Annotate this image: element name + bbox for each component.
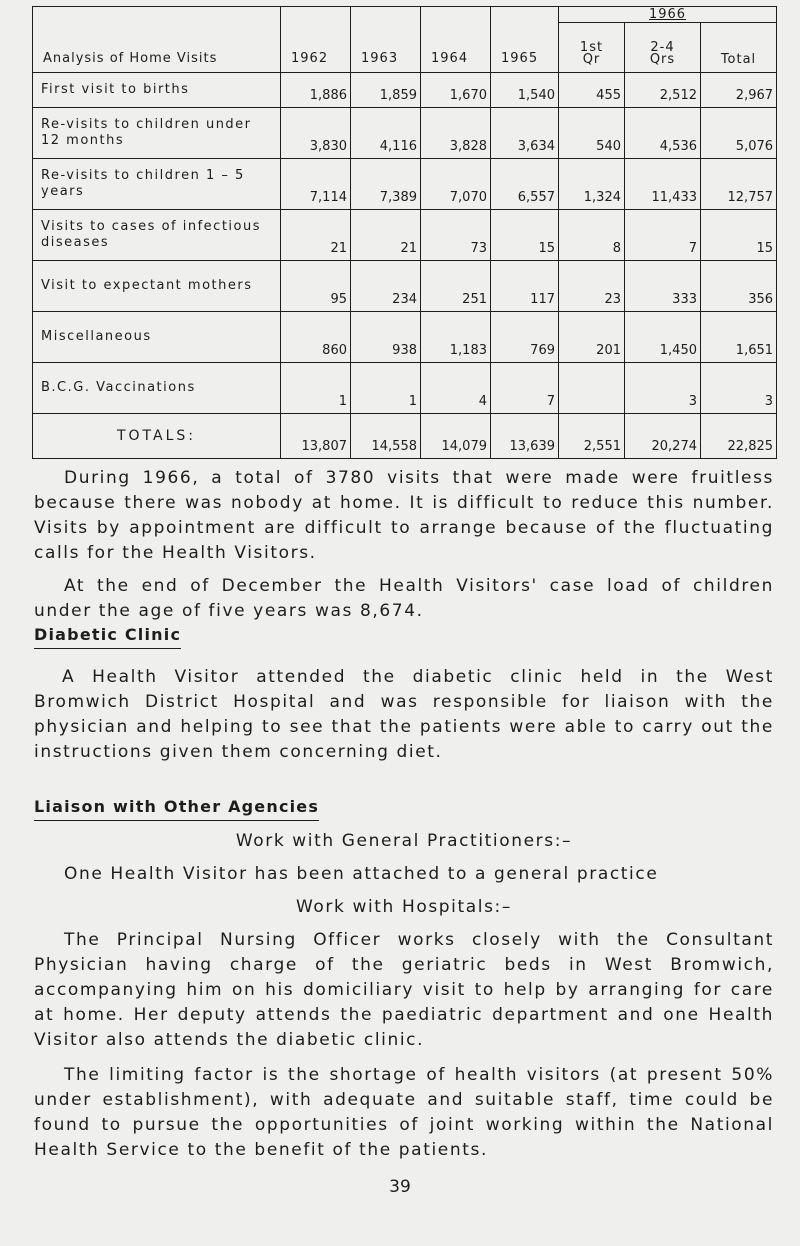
home-visits-table: [32, 6, 777, 459]
row-label: Visit to expectant mothers: [33, 261, 281, 312]
table-cell: 8: [559, 210, 625, 261]
table-cell: 3,634: [491, 108, 559, 159]
table-cell: 2,967: [701, 73, 777, 108]
table-cell: 5,076: [701, 108, 777, 159]
table-cell: 3,830: [281, 108, 351, 159]
paragraph-hospitals: The Principal Nursing Officer works closely with the Consultant Physician having charge of the geriatric beds in West Bromwich, accompanying him on his domiciliary visit to help by arranging for care at home. Her deputy attends the paediatric department and one Health Visitor also attends the diabetic clinic.: [34, 930, 774, 1050]
total-cell: 13,639: [491, 414, 559, 459]
total-cell: 13,807: [281, 414, 351, 459]
liaison-section: [34, 794, 774, 1163]
table-cell: 7: [491, 363, 559, 414]
table-label-header: Analysis of Home Visits: [33, 7, 281, 73]
total-cell: 22,825: [701, 414, 777, 459]
diabetic-section: [34, 622, 774, 765]
table-cell: 938: [351, 312, 421, 363]
paragraph-limiting-factor: The limiting factor is the shortage of health visitors (at present 50% under establishment), with adequate and suitable staff, time could be found to pursue the opportunities of joint working within the National Health Service to the benefit of the patients.: [34, 1065, 774, 1160]
year-header-1963: 1963: [351, 7, 421, 73]
subheader-1st-qr: [559, 23, 625, 73]
table-cell: 12,757: [701, 159, 777, 210]
paragraph-case-load: At the end of December the Health Visitors' case load of children under the age of five years was 8,674.: [34, 576, 774, 621]
table-cell: [559, 363, 625, 414]
subheader-text: 1st Qr: [579, 40, 604, 67]
table-cell: 3: [701, 363, 777, 414]
subheader-text: Total: [720, 52, 757, 67]
year-header-1962: 1962: [281, 7, 351, 73]
table-cell: 4,536: [625, 108, 701, 159]
row-label: Re-visits to children under 12 months: [33, 108, 281, 159]
year-header-1964: 1964: [421, 7, 491, 73]
table-cell: 333: [625, 261, 701, 312]
table-cell: 1,670: [421, 73, 491, 108]
table-row: [33, 261, 777, 312]
table-cell: 540: [559, 108, 625, 159]
table-cell: 455: [559, 73, 625, 108]
table-cell: 1,183: [421, 312, 491, 363]
table-cell: 21: [351, 210, 421, 261]
table-row: [33, 159, 777, 210]
table-cell: 1,324: [559, 159, 625, 210]
gp-subheading: Work with General Practitioners:–: [235, 831, 573, 851]
table-cell: 4,116: [351, 108, 421, 159]
paragraph-diabetic-clinic: A Health Visitor attended the diabetic clinic held in the West Bromwich District Hospital and was responsible for liaison with the physician and helping to see that the patients were able to carry out the instructions given them concerning diet.: [34, 667, 774, 762]
table-cell: 769: [491, 312, 559, 363]
table-cell: 11,433: [625, 159, 701, 210]
liaison-heading: Liaison with Other Agencies: [34, 794, 319, 821]
paragraph-fruitless-visits: During 1966, a total of 3780 visits that were made were fruitless because there was nobody at home. It is difficult to reduce this number. Visits by appointment are difficult to arrange because of the fluctuating calls for the Health Visitors.: [34, 468, 774, 563]
year-header-1966: 1966: [559, 7, 777, 23]
subheader-2-4-qrs: [625, 23, 701, 73]
total-cell: 20,274: [625, 414, 701, 459]
row-label: Miscellaneous: [33, 312, 281, 363]
table-cell: 3: [625, 363, 701, 414]
table-cell: 3,828: [421, 108, 491, 159]
table-cell: 1,651: [701, 312, 777, 363]
table-row: [33, 312, 777, 363]
table-cell: 15: [491, 210, 559, 261]
total-cell: 14,558: [351, 414, 421, 459]
table-cell: 95: [281, 261, 351, 312]
page-number: 39: [389, 1177, 411, 1197]
subheader-text: 2-4 Qrs: [649, 40, 676, 67]
table-cell: 7,070: [421, 159, 491, 210]
table-cell: 7: [625, 210, 701, 261]
subheader-total: [701, 23, 777, 73]
total-cell: 2,551: [559, 414, 625, 459]
totals-row: [33, 414, 777, 459]
table-cell: 1,886: [281, 73, 351, 108]
table-cell: 21: [281, 210, 351, 261]
table-cell: 1,450: [625, 312, 701, 363]
year-header-1965: 1965: [491, 7, 559, 73]
table-cell: 15: [701, 210, 777, 261]
row-label: Visits to cases of infectious diseases: [33, 210, 281, 261]
table-cell: 201: [559, 312, 625, 363]
table-cell: 73: [421, 210, 491, 261]
table-row: [33, 363, 777, 414]
table-cell: 860: [281, 312, 351, 363]
hospitals-subheading: Work with Hospitals:–: [296, 897, 512, 917]
table-cell: 7,389: [351, 159, 421, 210]
row-label: First visit to births: [33, 73, 281, 108]
row-label: Re-visits to children 1 – 5 years: [33, 159, 281, 210]
total-cell: 14,079: [421, 414, 491, 459]
table-cell: 234: [351, 261, 421, 312]
body-text: [34, 466, 774, 624]
table-cell: 1: [281, 363, 351, 414]
table-cell: 1,540: [491, 73, 559, 108]
table-cell: 117: [491, 261, 559, 312]
table-cell: 23: [559, 261, 625, 312]
row-label: B.C.G. Vaccinations: [33, 363, 281, 414]
table-body: [33, 73, 777, 414]
paragraph-general-practice: One Health Visitor has been attached to a general practice: [64, 864, 659, 884]
table-row: [33, 210, 777, 261]
table-cell: 7,114: [281, 159, 351, 210]
table-cell: 4: [421, 363, 491, 414]
table-cell: 1,859: [351, 73, 421, 108]
table-row: [33, 73, 777, 108]
table-cell: 6,557: [491, 159, 559, 210]
diabetic-clinic-heading: Diabetic Clinic: [34, 622, 181, 649]
table-row: [33, 108, 777, 159]
table-cell: 356: [701, 261, 777, 312]
totals-label: TOTALS:: [33, 414, 281, 459]
table-cell: 251: [421, 261, 491, 312]
table-cell: 2,512: [625, 73, 701, 108]
table-cell: 1: [351, 363, 421, 414]
